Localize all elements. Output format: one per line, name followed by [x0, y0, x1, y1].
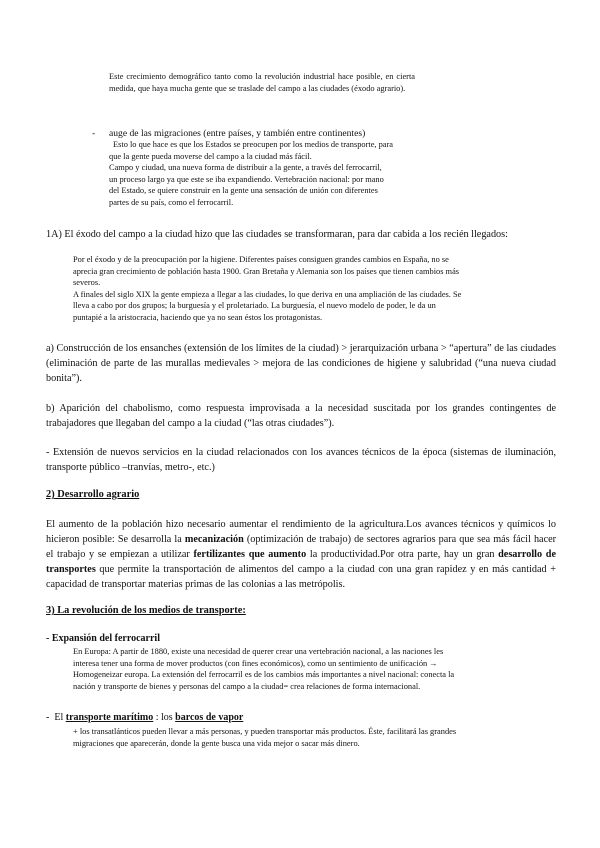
intro-paragraph: Este crecimiento demográfico tanto como la revolución industrial hace posible, en cierta medida, que haya mucha gente que se traslade del campo a las ciudades (éxodo agrario). — [109, 72, 415, 93]
ferrocarril-line: interesa tener una forma de mover productos (con fines económicos), como un sentimiento de unificación → — [73, 658, 438, 668]
migraciones-line: partes de su país, como el ferrocarril. — [109, 197, 234, 207]
maritimo-line: + los transatlánticos pueden llevar a más personas, y pueden transportar más productos. Éste, facilitará las grandes — [73, 727, 457, 736]
ferrocarril-line: Homogeneizar europa. La extensión del ferrocarril es de los cambios más importantes a nivel nacional: conecta la — [73, 670, 455, 680]
section-1a-para-b: b) Aparición del chabolismo, como respuesta improvisada a la necesidad suscitada por los grandes contingentes de trabajadores que llegaban del campo a la ciudad (“las otras ciudades”). — [46, 403, 556, 429]
section-2-paragraph — [46, 517, 556, 592]
note-line: lleva a cabo por dos grupos; la burguesía y el proletariado. La burguesía, el nuevo modelo de poder, le da un — [73, 301, 436, 311]
transporte-maritimo-term: transporte marítimo — [65, 712, 154, 723]
fertilizantes-term: fertilizantes que aumento — [193, 549, 307, 560]
maritimo-dash: - — [46, 712, 50, 723]
section-1a-note — [73, 254, 513, 324]
note-line: Por el éxodo y de la preocupación por la higiene. Diferentes países consiguen grandes cambios en España, no se — [73, 255, 449, 264]
ferrocarril-line: En Europa: A partir de 1880, existe una necesidad de querer crear una vertebración nacional, a las naciones les — [73, 647, 444, 656]
maritimo-pre: El — [54, 712, 66, 723]
section-1a-para-c: - Extensión de nuevos servicios en la ciudad relacionados con los avances técnicos de la época (sistemas de iluminación, transporte público –tranvías, metro-, etc.) — [46, 447, 556, 473]
section-2-text: la productividad.Por otra parte, hay un gran — [306, 549, 499, 560]
section-2-text: que permite la transportación de alimentos del campo a la ciudad con una gran rapidez y en más cantidad + capacidad de transportar materias primas de las colonias a las metrópolis. — [46, 564, 556, 590]
migraciones-line: del Estado, se quiere construir en la gente una sensación de unión con diferentes — [109, 186, 378, 196]
note-line: A finales del siglo XIX la gente empieza a llegar a las ciudades, lo que deriva en una ampliación de las ciudades. Se — [73, 289, 462, 299]
maritimo-mid: : los — [153, 712, 176, 723]
desarrollo-transportes-term: desarrollo de transportes — [46, 549, 556, 575]
ferrocarril-title: - Expansión del ferrocarril — [46, 633, 160, 644]
mecanizacion-term: mecanización — [184, 534, 244, 545]
section-2-heading: 2) Desarrollo agrario — [46, 489, 140, 500]
ferrocarril-text — [73, 646, 513, 692]
migraciones-bullet: - — [92, 128, 96, 139]
ferrocarril-line: nación y transporte de bienes y personas del campo a la ciudad= crea relaciones de forma internacional. — [73, 681, 421, 691]
migraciones-text — [109, 139, 439, 209]
migraciones-line: Esto lo que hace es que los Estados se preocupen por los medios de transporte, para — [113, 140, 394, 149]
section-3-heading: 3) La revolución de los medios de transporte: — [46, 605, 246, 616]
migraciones-title: auge de las migraciones (entre países, y también entre continentes) — [109, 128, 366, 139]
section-2-text: (optimización de trabajo) de sectores agrarios para que sea más fácil hacer el trabajo y se empiezan a utilizar — [46, 534, 557, 560]
maritimo-line: migraciones que aparecerán, donde la gente busca una vida mejor o sacar más dinero. — [73, 738, 360, 748]
note-line: puntapié a la aristocracia, haciendo que ya no sean éstos los protagonistas. — [73, 312, 323, 322]
section-1a-heading: 1A) El éxodo del campo a la ciudad hizo que las ciudades se transformaran, para dar cabida a los recién llegados: — [46, 229, 508, 240]
maritimo-text — [73, 726, 513, 749]
migraciones-line: que la gente pueda moverse del campo a la ciudad más fácil. — [109, 151, 312, 161]
maritimo-title-line — [46, 712, 243, 723]
note-line: severos. — [73, 278, 101, 288]
note-line: aprecia gran crecimiento de población hasta 1900. Gran Bretaña y Alemania son los países que tienen cambios más — [73, 266, 460, 276]
migraciones-line: Campo y ciudad, una nueva forma de distribuir a la gente, a través del ferrocarril, — [109, 163, 382, 173]
barcos-vapor-term: barcos de vapor — [175, 712, 244, 723]
section-2-text: El aumento de la población hizo necesario aumentar el rendimiento de la agricultura.Los avances técnicos y químicos lo hicieron posible: Se desarrolla la — [46, 519, 556, 545]
section-1a-para-a: a) Construcción de los ensanches (extensión de los límites de la ciudad) > jerarquización urbana > “apertura” de las ciudades (eliminación de parte de las murallas medievales > mejora de las condiciones de higiene y salubridad (“una nueva ciudad bonita”). — [46, 343, 556, 384]
migraciones-line: un proceso largo ya que este se iba expandiendo. Vertebración nacional: por mano — [109, 174, 384, 184]
